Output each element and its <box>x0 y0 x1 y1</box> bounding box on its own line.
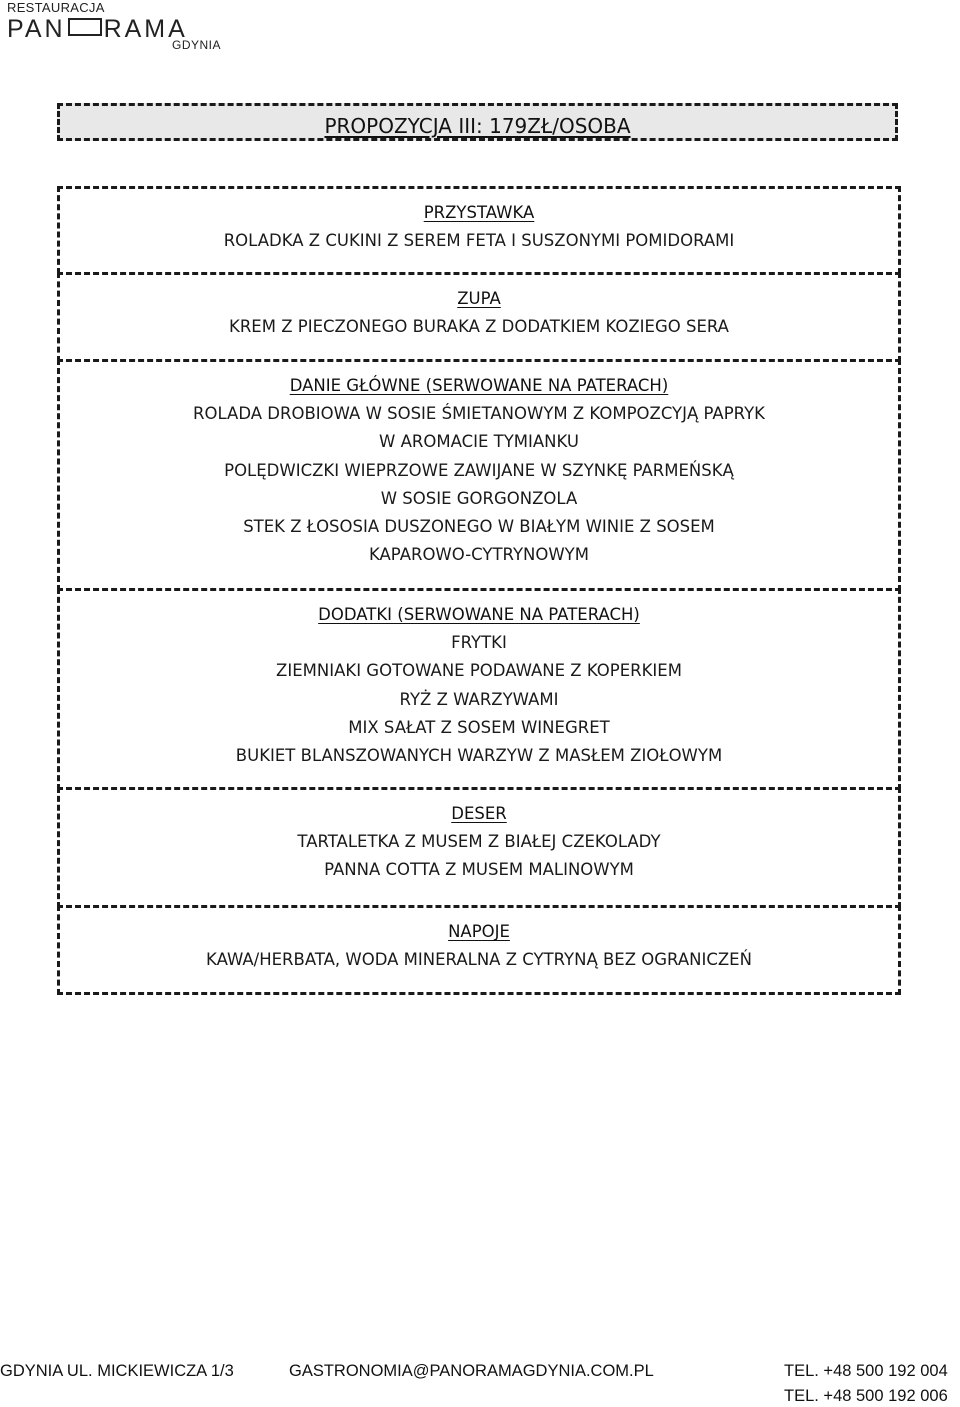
section-heading: DANIE GŁÓWNE (SERWOWANE NA PATERACH) <box>289 376 669 395</box>
menu-item: W AROMACIE TYMIANKU <box>379 432 579 452</box>
logo-panorama-right: RAMA <box>103 15 188 43</box>
section-heading: ZUPA <box>457 289 501 308</box>
menu-item: PANNA COTTA Z MUSEM MALINOWYM <box>324 860 634 880</box>
menu-item: ROLADA DROBIOWA W SOSIE ŚMIETANOWYM Z KOMPOZCYJĄ PAPRYK <box>193 404 765 423</box>
section-heading: DESER <box>451 804 507 823</box>
logo-city: GDYNIA <box>172 38 222 52</box>
menu-item: KAWA/HERBATA, WODA MINERALNA Z CYTRYNĄ BEZ OGRANICZEŃ <box>206 950 752 969</box>
menu-title-box <box>57 103 898 141</box>
footer-address: GDYNIA UL. MICKIEWICZA 1/3 <box>0 1362 234 1380</box>
menu-item: STEK Z ŁOSOSIA DUSZONEGO W BIAŁYM WINIE Z SOSEM <box>243 517 715 537</box>
section-heading: NAPOJE <box>448 922 510 941</box>
footer-phone-2: TEL. +48 500 192 006 <box>784 1387 948 1405</box>
section-heading: DODATKI (SERWOWANE NA PATERACH) <box>318 605 640 624</box>
restaurant-logo <box>7 0 227 56</box>
section-danie-glowne <box>57 359 901 591</box>
menu-item: POLĘDWICZKI WIEPRZOWE ZAWIJANE W SZYNKĘ PARMEŃSKĄ <box>224 460 734 480</box>
menu-item: BUKIET BLANSZOWANYCH WARZYW Z MASŁEM ZIOŁOWYM <box>235 746 723 766</box>
section-przystawka <box>57 186 901 274</box>
menu-item: FRYTKI <box>451 633 507 652</box>
logo-panorama-left: PAN <box>7 15 66 43</box>
menu-item: KAPAROWO-CYTRYNOWYM <box>368 545 589 565</box>
menu-item: KREM Z PIECZONEGO BURAKA Z DODATKIEM KOZIEGO SERA <box>229 317 729 336</box>
section-dodatki <box>57 588 901 790</box>
menu-item: MIX SAŁAT Z SOSEM WINEGRET <box>348 717 610 737</box>
section-heading: PRZYSTAWKA <box>423 203 535 222</box>
logo-restauracja: RESTAURACJA <box>7 0 105 15</box>
footer <box>0 1362 960 1407</box>
menu-title: PROPOZYCJA III: 179ZŁ/OSOBA <box>324 114 631 138</box>
section-zupa <box>57 272 901 362</box>
menu-item: W SOSIE GORGONZOLA <box>380 488 578 508</box>
logo-panorama <box>7 15 188 44</box>
logo-o-box-icon <box>68 18 102 36</box>
footer-phone-1: TEL. +48 500 192 004 <box>784 1362 948 1380</box>
section-napoje <box>57 905 901 995</box>
menu-item: ZIEMNIAKI GOTOWANE PODAWANE Z KOPERKIEM <box>276 661 682 681</box>
menu-item: TARTALETKA Z MUSEM Z BIAŁEJ CZEKOLADY <box>297 832 661 851</box>
menu-item: ROLADKA Z CUKINI Z SEREM FETA I SUSZONYMI POMIDORAMI <box>223 231 735 250</box>
menu-item: RYŻ Z WARZYWAMI <box>399 689 559 709</box>
footer-email: GASTRONOMIA@PANORAMAGDYNIA.COM.PL <box>289 1362 654 1380</box>
section-deser <box>57 787 901 908</box>
